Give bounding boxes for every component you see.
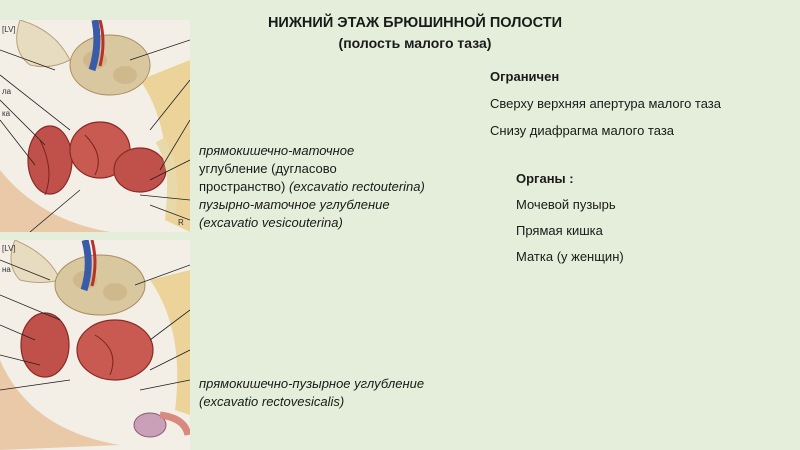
caption-latin: (excavatio rectovesicalis) (199, 394, 345, 409)
title-subtitle: (полость малого таза) (338, 35, 492, 51)
caption-text: углубление (дугласово (199, 161, 337, 176)
caption-line: прямокишечно-пузырное углубление (199, 376, 425, 391)
caption-latin: (excavatio vesicouterina) (199, 215, 343, 230)
female-pelvis-illustration (0, 20, 190, 232)
caption-female-recesses (199, 142, 479, 232)
caption-line (199, 160, 479, 178)
figure-label: на (2, 265, 11, 274)
organ-item: Прямая кишка (516, 223, 603, 238)
boundary-top: Сверху верхняя апертура малого таза (490, 96, 721, 111)
female-pelvis-drawing (0, 20, 190, 232)
slide-title (210, 13, 620, 53)
caption-line: прямокишечно-маточное (199, 143, 355, 158)
caption-text: пространство) (199, 179, 289, 194)
boundaries-block (490, 68, 721, 140)
organs-block (516, 170, 624, 266)
figure-label: [LV] (2, 244, 16, 253)
figure-label: R (178, 218, 184, 227)
caption-line: пузырно-маточное углубление (199, 197, 390, 212)
male-pelvis-drawing (0, 240, 190, 450)
title-main: НИЖНИЙ ЭТАЖ БРЮШИННОЙ ПОЛОСТИ (267, 15, 563, 31)
organ-item: Матка (у женщин) (516, 249, 624, 264)
organ-item: Мочевой пузырь (516, 197, 616, 212)
caption-male-recess (199, 375, 479, 411)
caption-latin: (excavatio rectouterina) (288, 179, 425, 194)
male-pelvis-illustration (0, 240, 190, 450)
boundaries-heading: Ограничен (490, 69, 560, 84)
boundary-bottom: Снизу диафрагма малого таза (490, 123, 675, 138)
organs-heading: Органы : (516, 171, 574, 186)
caption-line (199, 178, 479, 196)
figure-label: ла (2, 87, 12, 96)
figure-label: ка (2, 109, 11, 118)
figure-label: [LV] (2, 25, 16, 34)
